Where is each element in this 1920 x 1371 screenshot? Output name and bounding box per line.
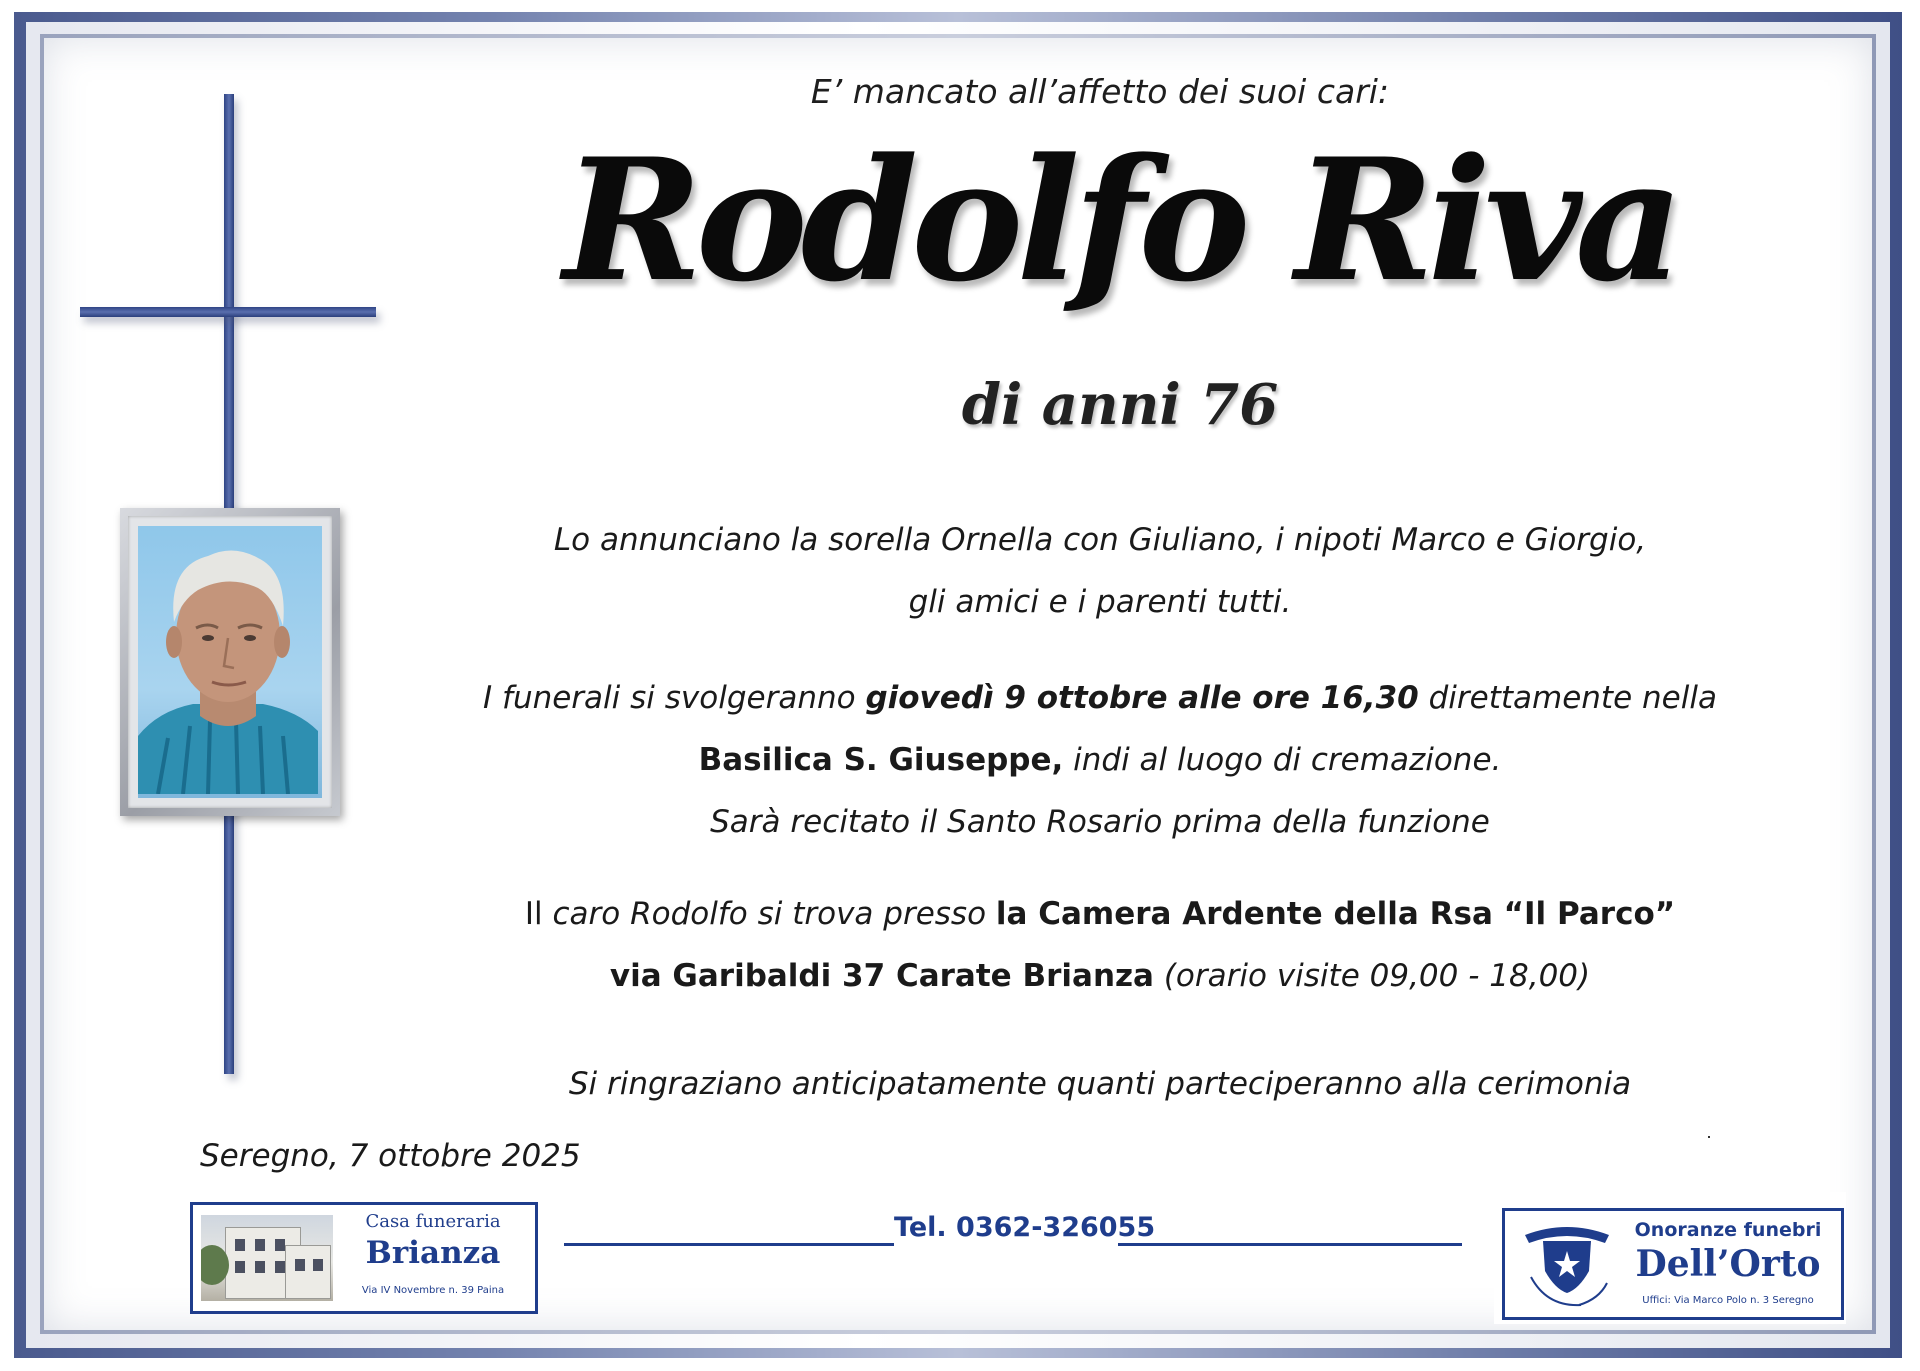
dellorto-address: Uffici: Via Marco Polo n. 3 Seregno — [1642, 1295, 1814, 1306]
funeral-intro: I funerali si svolgeranno — [483, 680, 866, 716]
announcement-line-1: Lo annunciano la sorella Ornella con Giuliano, i nipoti Marco e Giorgio, — [553, 522, 1647, 558]
stray-dot — [1708, 1136, 1710, 1138]
funeral-cremation: indi al luogo di cremazione. — [1063, 742, 1502, 778]
casa-funeraria-brianza-logo — [190, 1202, 538, 1314]
funeral-directly: direttamente nella — [1418, 680, 1717, 716]
funeral-datetime: giovedì 9 ottobre alle ore 16,30 — [865, 680, 1419, 716]
intro-text: E’ mancato all’affetto dei suoi cari: — [810, 72, 1390, 111]
tel-rule-left — [564, 1243, 894, 1246]
announcement-line-2: gli amici e i parenti tutti. — [908, 584, 1292, 620]
deceased-age: di anni 76 — [961, 372, 1279, 438]
onoranze-funebri-label: Onoranze funebri — [1634, 1219, 1822, 1241]
casa-address: Via IV Novembre n. 39 Paina — [361, 1285, 505, 1296]
portrait-mat — [128, 516, 332, 808]
dellorto-label: Dell’Orto — [1635, 1243, 1821, 1285]
chapel-intro: caro Rodolfo si trova presso — [542, 896, 996, 932]
brianza-label: Brianza — [365, 1235, 501, 1271]
building-photo — [201, 1215, 333, 1301]
chapel-line-1 — [380, 896, 1820, 932]
portrait-photo — [138, 526, 322, 798]
chapel-address: via Garibaldi 37 Carate Brianza — [609, 958, 1154, 994]
telephone: Tel. 0362-326055 — [894, 1212, 1156, 1243]
cross-icon-horizontal — [80, 307, 376, 317]
funeral-line-2 — [380, 742, 1820, 778]
portrait-figure — [138, 526, 318, 794]
place-date: Seregno, 7 ottobre 2025 — [200, 1138, 581, 1174]
casa-funeraria-label: Casa funeraria — [365, 1211, 501, 1232]
funeral-church: Basilica S. Giuseppe, — [698, 742, 1064, 778]
portrait-frame — [120, 508, 340, 816]
chapel-name: la Camera Ardente della Rsa “Il Parco” — [995, 896, 1676, 932]
rosary-line: Sarà recitato il Santo Rosario prima della funzione — [710, 804, 1490, 840]
onoranze-dellorto-logo — [1502, 1208, 1844, 1320]
visiting-hours: (orario visite 09,00 - 18,00) — [1153, 958, 1591, 994]
chapel-line-2 — [380, 958, 1820, 994]
thanks-line: Si ringraziano anticipatamente quanti parteciperanno alla cerimonia — [568, 1066, 1632, 1102]
deceased-name: Rodolfo Riva — [563, 121, 1677, 319]
chapel-il: Il — [524, 896, 543, 932]
star-shield-seal-icon — [1517, 1215, 1617, 1313]
tel-rule-right — [1118, 1243, 1462, 1246]
funeral-line-1 — [380, 680, 1820, 716]
